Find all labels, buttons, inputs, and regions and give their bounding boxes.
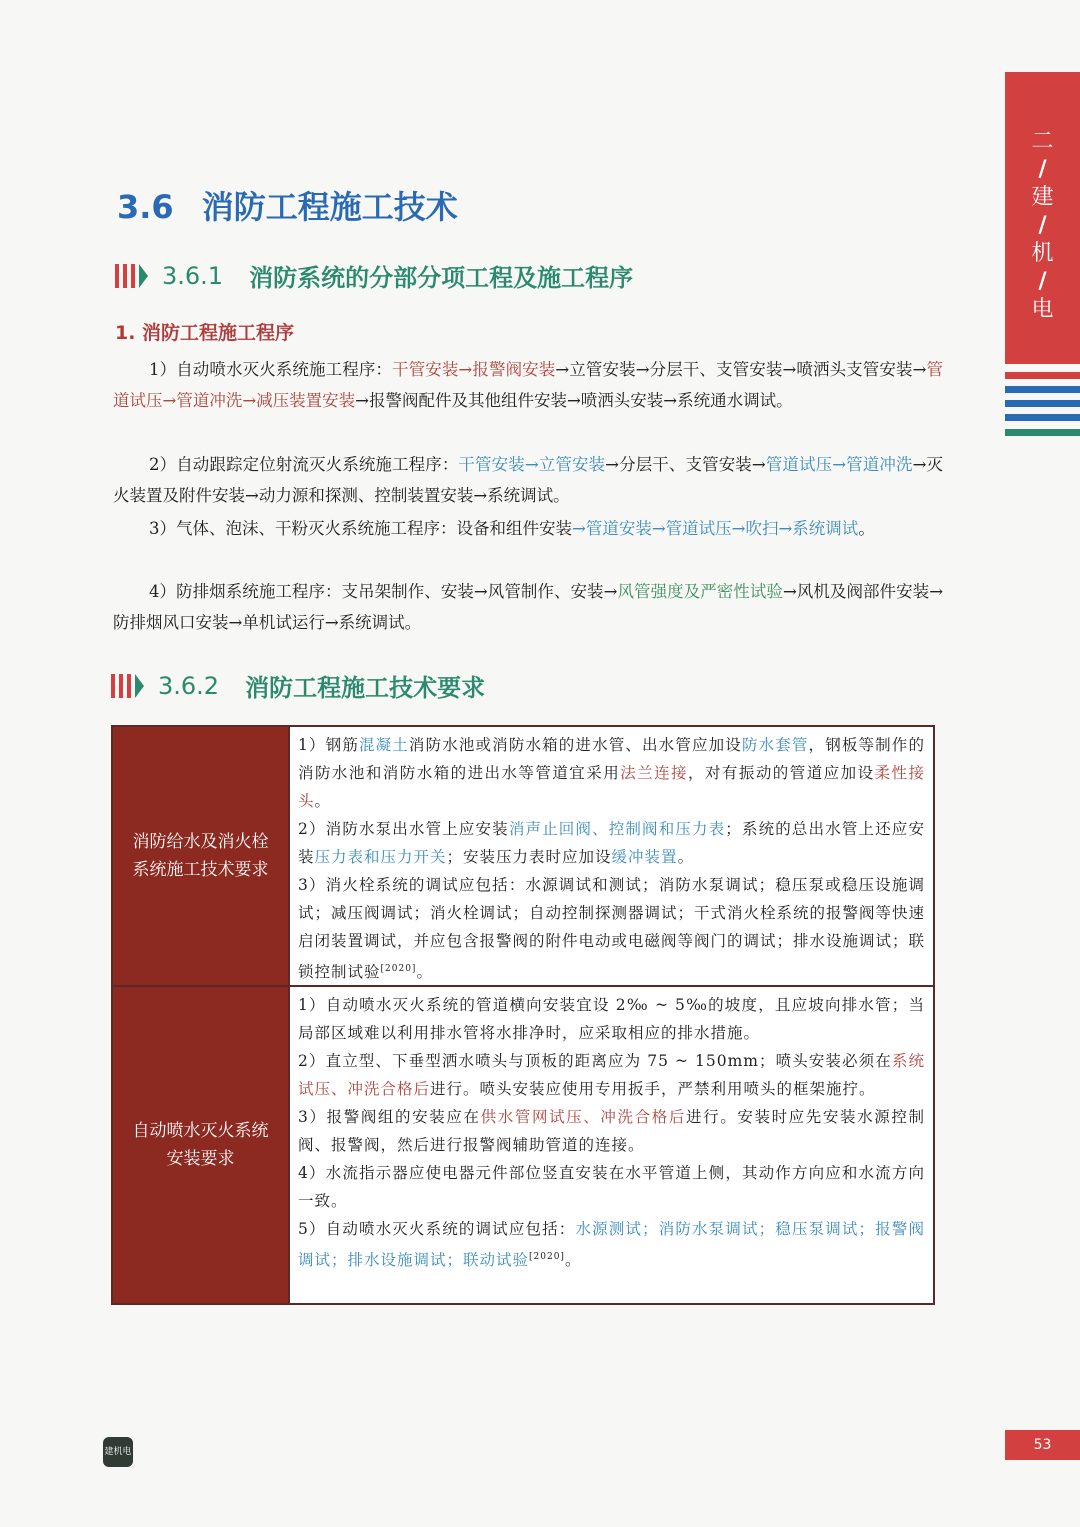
subsection-number: 3.6.2 — [158, 671, 220, 700]
decor-stripe — [1005, 372, 1080, 379]
decor-stripe — [1005, 414, 1080, 421]
paragraph-4: 4）防排烟系统施工程序：支吊架制作、安装→风管制作、安装→风管强度及严密性试验→风机及阀部件安装→防排烟风口安装→单机试运行→系统调试。 — [113, 582, 944, 632]
page-number: 53 — [1005, 1430, 1080, 1460]
side-tab-char: 机 — [1031, 241, 1054, 266]
sub-heading: 1. 消防工程施工程序 — [115, 322, 295, 344]
subsection-title: 消防系统的分部分项工程及施工程序 — [249, 264, 634, 292]
decor-stripe — [1005, 386, 1080, 393]
subsection-title: 消防工程施工技术要求 — [245, 674, 486, 702]
table-row-content — [288, 727, 933, 985]
table-item: 5）自动喷水灭火系统的调试应包括：水源测试；消防水泵调试；稳压泵调试；报警阀调试；排水设施调试；联动试验[2020]。 — [298, 1220, 925, 1270]
publisher-logo: 建机电 — [103, 1437, 133, 1467]
table-item: 2）消防水泵出水管上应安装消声止回阀、控制阀和压力表；系统的总出水管上还应安装压力表和压力开关；安装压力表时应加设缓冲装置。 — [298, 820, 925, 866]
side-tab-char: / — [1038, 269, 1047, 294]
table-item: 4）水流指示器应使电器元件部位竖直安装在水平管道上侧，其动作方向应和水流方向一致。 — [298, 1164, 925, 1210]
subsection-heading-2 — [111, 668, 485, 703]
side-tab-char: 电 — [1031, 297, 1054, 322]
section-title: 消防工程施工技术 — [201, 188, 458, 226]
subsection-heading-1 — [115, 258, 633, 293]
table-item: 1）钢筋混凝土消防水池或消防水箱的进水管、出水管应加设防水套管，钢板等制作的消防水池和消防水箱的进出水等管道宜采用法兰连接，对有振动的管道应加设柔性接头。 — [298, 736, 925, 810]
paragraph-2: 2）自动跟踪定位射流灭火系统施工程序：干管安装→立管安装→分层干、支管安装→管道试压→管道冲洗→灭火装置及附件安装→动力源和探测、控制装置安装→系统调试。 — [113, 455, 944, 505]
table-row-label: 消防给水及消火栓 系统施工技术要求 — [113, 727, 288, 985]
side-tab-char: 建 — [1031, 185, 1054, 210]
side-tab-char: 二 — [1031, 129, 1054, 154]
decor-stripe — [1005, 400, 1080, 407]
chapter-side-tab — [1005, 72, 1080, 364]
decor-stripe — [1005, 429, 1080, 436]
paragraph-1: 1）自动喷水灭火系统施工程序：干管安装→报警阀安装→立管安装→分层干、支管安装→喷洒头支管安装→管道试压→管道冲洗→减压装置安装→报警阀配件及其他组件安装→喷洒头安装→系统通水调试。 — [113, 360, 944, 410]
section-number: 3.6 — [117, 188, 174, 226]
table-item: 3）消火栓系统的调试应包括：水源调试和测试；消防水泵调试；稳压泵或稳压设施调试；减压阀调试；消火栓调试；自动控制探测器调试；干式消火栓系统的报警阀等快速启闭装置调试，并应包含报警阀的附件电动或电磁阀等阀门的调试；排水设施调试；联锁控制试验[2020]。 — [298, 876, 926, 982]
section-heading — [117, 182, 458, 228]
subsection-number: 3.6.1 — [162, 261, 224, 290]
side-tab-char: / — [1038, 213, 1047, 238]
heading-bars-icon — [111, 674, 144, 698]
paragraph-3: 3）气体、泡沫、干粉灭火系统施工程序：设备和组件安装→管道安装→管道试压→吹扫→系统调试。 — [149, 519, 875, 538]
table-row-content — [288, 987, 933, 1303]
heading-bars-icon — [115, 264, 148, 288]
table-item: 1）自动喷水灭火系统的管道横向安装宜设 2‰ ~ 5‰的坡度，且应坡向排水管；当局部区域难以利用排水管将水排净时，应采取相应的排水措施。 — [298, 996, 925, 1042]
side-tab-char: / — [1038, 157, 1047, 182]
table-item: 3）报警阀组的安装应在供水管网试压、冲洗合格后进行。安装时应先安装水源控制阀、报警阀，然后进行报警阀辅助管道的连接。 — [298, 1108, 925, 1154]
table-item: 2）直立型、下垂型洒水喷头与顶板的距离应为 75 ~ 150mm；喷头安装必须在系统试压、冲洗合格后进行。喷头安装应使用专用扳手，严禁利用喷头的框架施拧。 — [298, 1052, 925, 1098]
table-row-label: 自动喷水灭火系统 安装要求 — [113, 987, 288, 1303]
requirements-table — [111, 725, 935, 1305]
